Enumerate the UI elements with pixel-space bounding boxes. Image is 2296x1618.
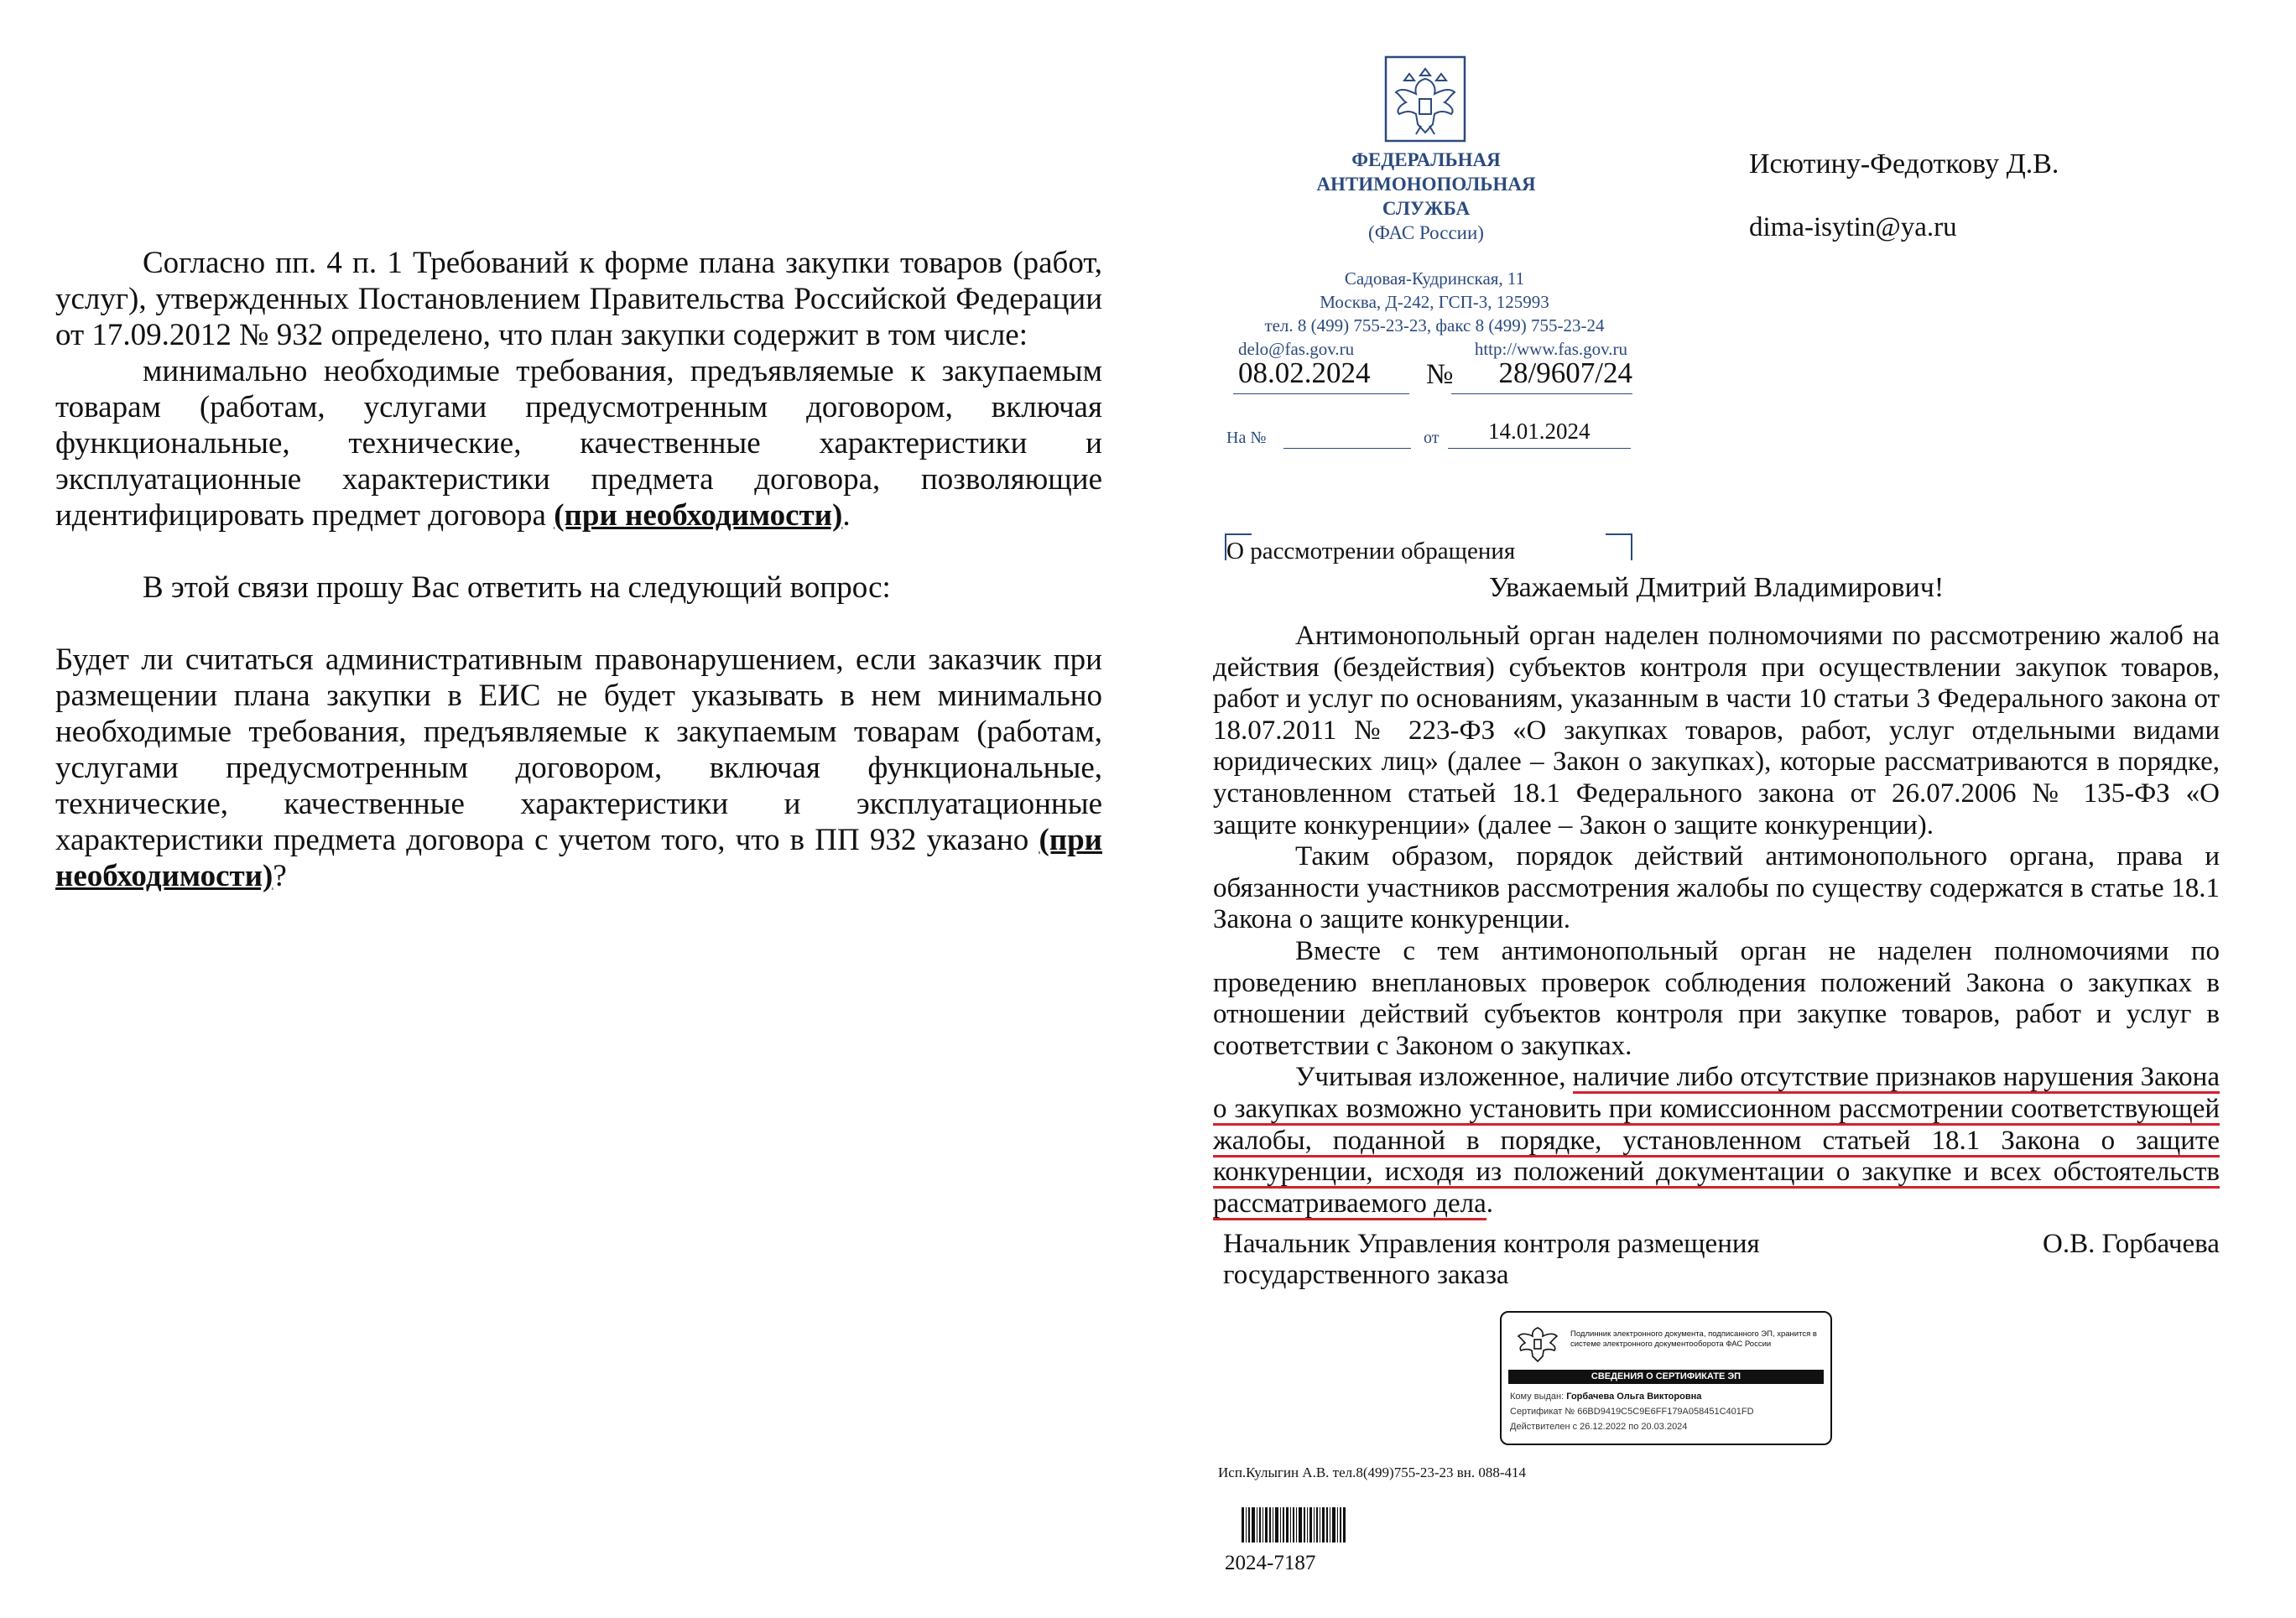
agency-line-1: ФЕДЕРАЛЬНАЯ	[1351, 149, 1501, 170]
recipient-email: dima-isytin@ya.ru	[1749, 212, 1957, 242]
russian-coat-of-arms-icon	[1384, 55, 1466, 143]
issued-label: Кому выдан:	[1510, 1392, 1565, 1402]
reference-date: 14.01.2024	[1488, 419, 1591, 444]
greeting: Уважаемый Дмитрий Владимирович!	[1488, 572, 1945, 603]
electronic-signature-stamp	[1500, 1311, 1832, 1445]
body-paragraph-2: Таким образом, порядок действий антимонопольного органа, права и обязанности участников рассмотрения жалобы по существу содержатся в статье 18.1 Закона о защите конкуренции.	[1213, 841, 2220, 935]
stamp-emblem-icon	[1513, 1323, 1562, 1366]
agency-line-2: АНТИМОНОПОЛЬНАЯ	[1316, 174, 1536, 195]
agency-address	[1216, 267, 1653, 361]
number-label: №	[1426, 359, 1454, 390]
reference-date-field	[1448, 416, 1631, 449]
address-line-1: Садовая-Кудринская, 11	[1344, 268, 1525, 289]
address-phones: тел. 8 (499) 755-23-23, факс 8 (499) 755-23-24	[1264, 315, 1605, 336]
left-paragraph-2-end: .	[842, 498, 851, 533]
signatory-position	[1223, 1229, 1760, 1291]
stamp-certificate-number: Сертификат № 66BD9419C5C9E6FF179A058451C401FD	[1510, 1407, 1754, 1417]
outgoing-date: 08.02.2024	[1238, 356, 1371, 389]
reference-number-label: На №	[1226, 429, 1267, 447]
position-line-2: государственного заказа	[1223, 1260, 1509, 1290]
document-code: 2024-7187	[1225, 1552, 1316, 1574]
signatory-name: О.В. Горбачева	[2043, 1229, 2220, 1259]
outgoing-number: 28/9607/24	[1498, 356, 1632, 389]
left-paragraph-1: Согласно пп. 4 п. 1 Требований к форме плана закупки товаров (работ, услуг), утвержденных Постановлением Правительства Российской Федерации от 17.09.2012 № 932 определено, что план закупки содержит в том числе:	[55, 246, 1102, 352]
body-paragraph-1: Антимонопольный орган наделен полномочиями по рассмотрению жалоб на действия (бездействия) субъектов контроля при осуществлении закупок товаров, работ и услуг по основаниям, указанным в части 10 статьи 3 Федерального закона от 18.07.2011 № 223-ФЗ «О закупках товаров, работ, услуг отдельными видами юридических лиц» (далее – Закон о закупках), которые рассматриваются в порядке, установленном статьей 18.1 Федерального закона от 26.07.2006 № 135-ФЗ «О защите конкуренции» (далее – Закон о защите конкуренции).	[1213, 621, 2220, 840]
subject-corner-right	[1606, 533, 1632, 560]
position-line-1: Начальник Управления контроля размещения	[1223, 1229, 1760, 1259]
agency-website: http://www.fas.gov.ru	[1474, 339, 1627, 359]
address-line-2: Москва, Д-242, ГСП-3, 125993	[1320, 292, 1549, 312]
left-paragraph-4-text: Будет ли считаться административным правонарушением, если заказчик при размещении плана закупки в ЕИС не будет указывать в нем минимально необходимые требования, предъявляемые к закупаемым товарам (работам, услугами предусмотренным договором, включая функциональные, технические, качественные характеристики и эксплуатационные характеристики предмета договора с учетом того, что в ПП 932 указано	[55, 643, 1102, 857]
left-paragraph-2	[55, 353, 1102, 533]
outgoing-number-field	[1451, 356, 1632, 394]
left-paragraph-4-end: ?	[273, 859, 287, 893]
stamp-validity: Действителен с 26.12.2022 по 20.03.2024	[1510, 1422, 1688, 1432]
left-paragraph-4	[55, 642, 1102, 894]
subject-line: О рассмотрении обращения	[1226, 538, 1516, 564]
issued-name: Горбачева Ольга Викторовна	[1566, 1392, 1702, 1402]
agency-name	[1250, 148, 1602, 245]
reference-number-field	[1283, 419, 1411, 449]
body-paragraph-4-start: Учитывая изложенное,	[1295, 1062, 1573, 1093]
stamp-header: Подлинник электронного документа, подписанного ЭП, хранится в системе электронного документооборота ФАС России	[1570, 1329, 1817, 1349]
left-paragraph-2-emphasis: (при необходимости)	[554, 498, 843, 533]
recipient-name: Исютину-Федоткову Д.В.	[1749, 148, 2059, 179]
left-paragraph-2-text: минимально необходимые требования, предъявляемые к закупаемым товарам (работам, услугами предусмотренным договором, включая функциональные, технические, качественные характеристики и эксплуатационные характеристики предмета договора, позволяющие идентифицировать предмет договора	[55, 354, 1102, 533]
left-paragraph-3: В этой связи прошу Вас ответить на следующий вопрос:	[143, 570, 891, 605]
letter-body	[1213, 621, 2220, 1220]
body-paragraph-3: Вместе с тем антимонопольный орган не наделен полномочиями по проведению внеплановых проверок соблюдения положений Закона о закупках в отношении действий субъектов контроля при закупке товаров, работ и услуг в соответствии с Законом о закупках.	[1213, 935, 2220, 1061]
outgoing-date-field	[1233, 356, 1409, 394]
agency-email: delo@fas.gov.ru	[1238, 339, 1355, 359]
stamp-title: СВЕДЕНИЯ О СЕРТИФИКАТЕ ЭП	[1508, 1370, 1824, 1384]
body-paragraph-4	[1213, 1062, 2220, 1220]
body-paragraph-4-end: .	[1486, 1188, 1493, 1219]
executor-line: Исп.Кулыгин А.В. тел.8(499)755-23-23 вн. 088-414	[1218, 1465, 1527, 1480]
left-paragraph-4-emphasis: (при необходимости)	[55, 823, 1102, 893]
stamp-issued-to	[1510, 1392, 1701, 1402]
reference-date-label: от	[1424, 429, 1440, 447]
barcode-icon	[1242, 1507, 1366, 1543]
highlighted-conclusion: наличие либо отсутствие признаков нарушения Закона о закупках возможно установить при комиссионном рассмотрении соответствующей жалобы, поданной в порядке, установленном статьей 18.1 Закона о защите конкуренции, исходя из положений документации о закупке и всех обстоятельств рассматриваемого дела	[1213, 1062, 2220, 1219]
agency-short-name: (ФАС России)	[1368, 222, 1484, 243]
agency-line-3: СЛУЖБА	[1382, 198, 1471, 219]
left-column	[55, 245, 1102, 894]
